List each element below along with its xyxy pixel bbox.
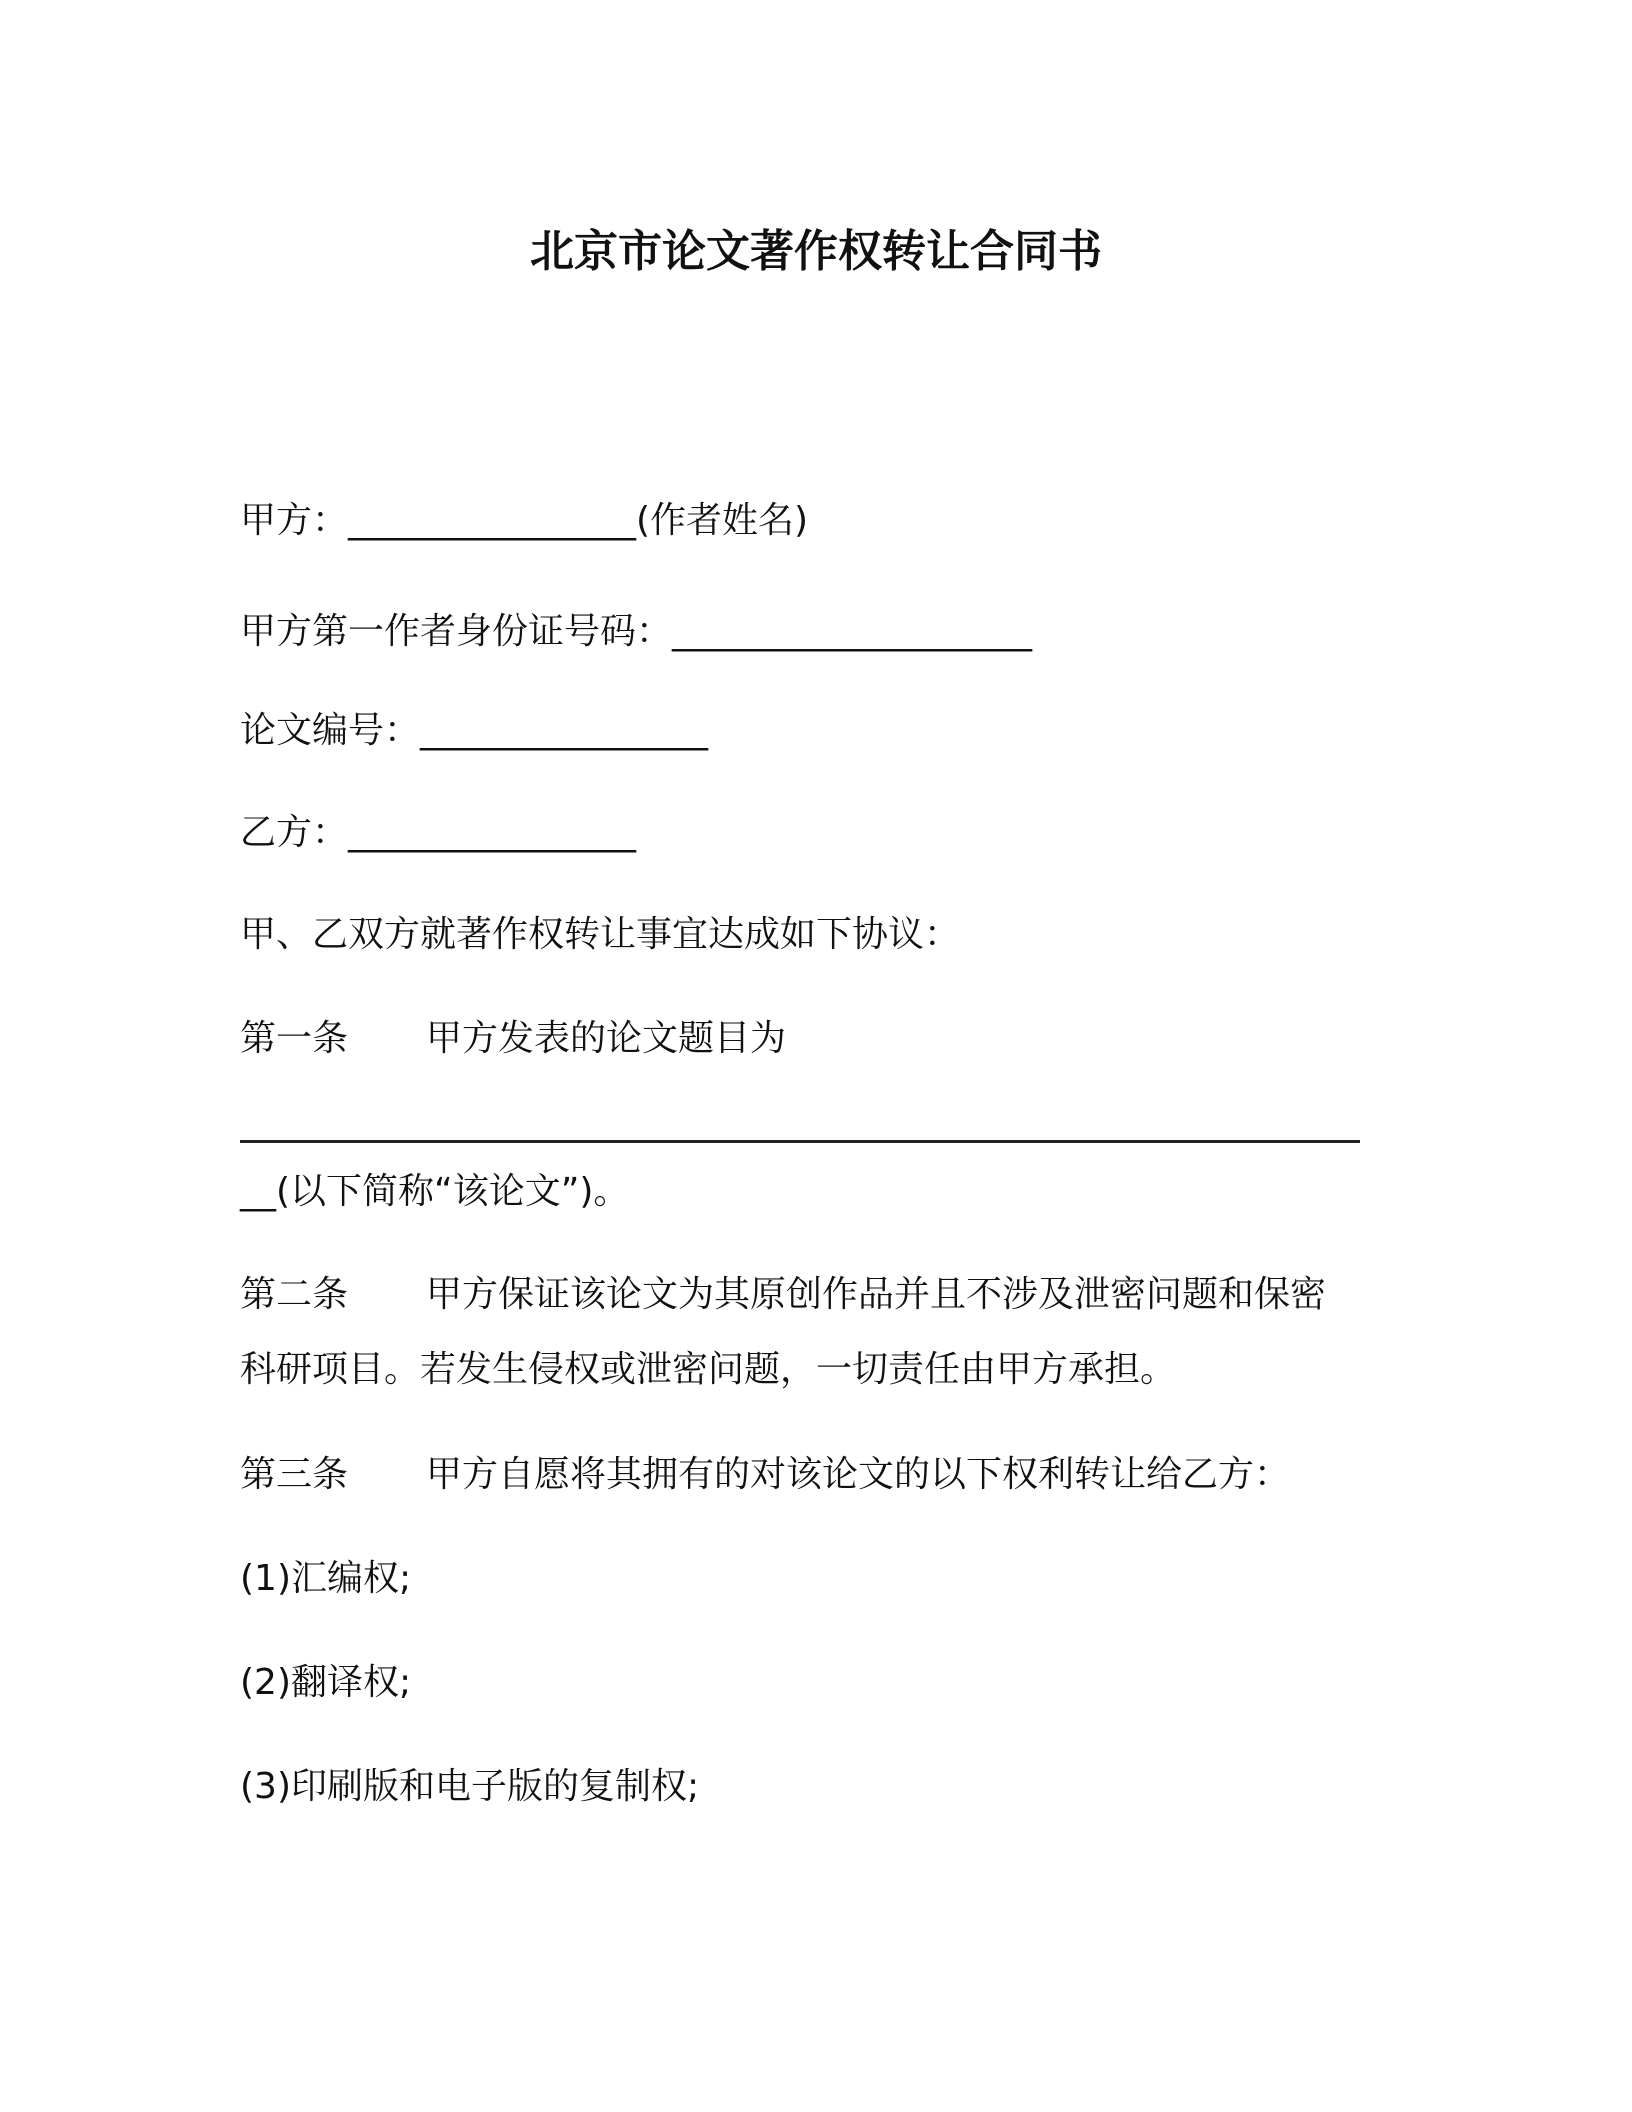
article-2-continuation: 科研项目。若发生侵权或泄密问题，一切责任由甲方承担。	[240, 1349, 1177, 1390]
right-item: (3)印刷版和电子版的复制权;	[240, 1766, 700, 1807]
article-1-continuation: __(以下简称“该论文”)。	[240, 1171, 630, 1212]
article-3	[240, 1450, 1290, 1500]
party-a-line: 甲方：________________(作者姓名)	[240, 500, 809, 541]
document-title: 北京市论文著作权转让合同书	[530, 226, 1102, 277]
article-3-label: 第三条	[240, 1454, 349, 1495]
article-2	[240, 1270, 1326, 1320]
article-2-text: 甲方保证该论文为其原创作品并且不涉及泄密问题和保密	[426, 1274, 1327, 1315]
article-2-label: 第二条	[240, 1274, 349, 1315]
party-b-line: 乙方：________________	[240, 812, 637, 853]
preamble: 甲、乙双方就著作权转让事宜达成如下协议：	[240, 914, 961, 955]
article-1	[240, 1014, 786, 1064]
right-item: (1)汇编权;	[240, 1558, 412, 1599]
article-1-text: 甲方发表的论文题目为	[426, 1018, 787, 1059]
right-item: (2)翻译权;	[240, 1662, 412, 1703]
paper-number-line: 论文编号：________________	[240, 710, 709, 751]
party-a-id-line: 甲方第一作者身份证号码：____________________	[240, 611, 1033, 652]
title-blank-rule	[240, 1140, 1360, 1143]
article-3-text: 甲方自愿将其拥有的对该论文的以下权利转让给乙方：	[426, 1454, 1291, 1495]
article-1-label: 第一条	[240, 1018, 349, 1059]
